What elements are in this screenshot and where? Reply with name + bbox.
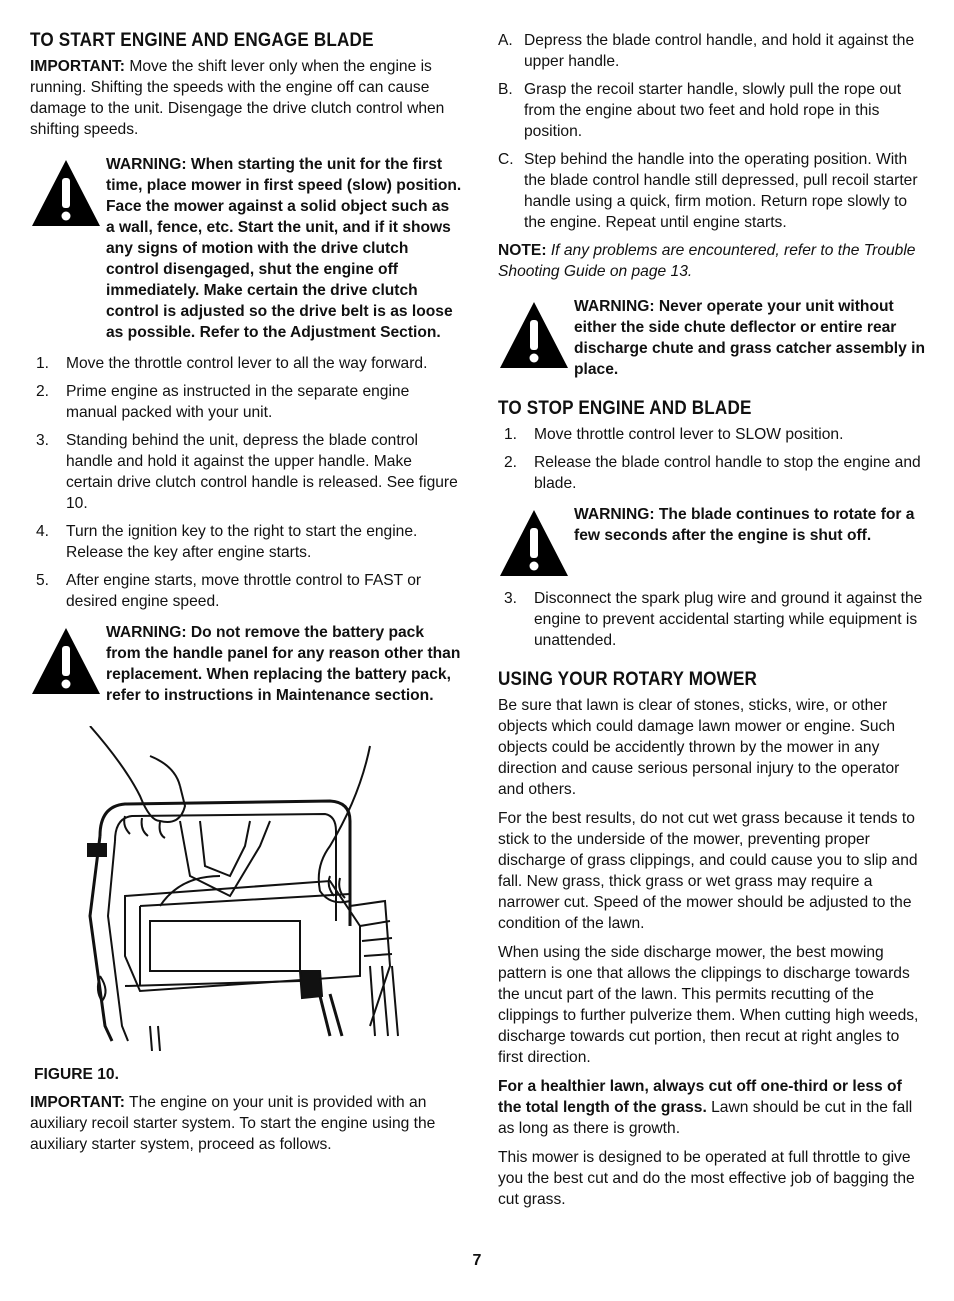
list-item <box>498 79 926 142</box>
step-number: 5. <box>36 572 50 589</box>
stop-engine-heading: TO STOP ENGINE AND BLADE <box>498 398 752 419</box>
step-letter: C. <box>498 151 514 168</box>
warning-battery <box>30 622 462 706</box>
list-item <box>498 588 926 651</box>
step-letter: B. <box>498 81 513 98</box>
list-item <box>498 424 926 445</box>
step-text: Release the blade control handle to stop the engine and blade. <box>534 454 921 492</box>
rotary-paragraph: When using the side discharge mower, the best mowing pattern is one that allows the clippings to discharge towards the uncut part of the lawn. This permits recutting of the clippings to further pulverize them. When cutting high weeds, discharge towards cut portion, then recut at right angles to first direction. <box>498 944 919 1066</box>
warning-chute <box>498 296 926 380</box>
rotary-mower-heading: USING YOUR ROTARY MOWER <box>498 669 758 690</box>
step-text: Move the throttle control lever to all the way forward. <box>66 355 428 372</box>
step-text: Standing behind the unit, depress the blade control handle and hold it against the upper handle. Make certain drive clutch control handle is released. See figure 10. <box>66 432 458 512</box>
right-column <box>498 30 926 1218</box>
stop-steps-list-cont <box>498 588 926 651</box>
warning-triangle-icon <box>30 626 102 696</box>
step-text: Grasp the recoil starter handle, slowly pull the rope out from the engine about two feet and hold rope in this position. <box>524 81 902 140</box>
warning-text: WARNING: Do not remove the battery pack from the handle panel for any reason other than replacement. When replacing the battery pack, refer to instructions in Maintenance section. <box>106 624 461 704</box>
list-item <box>30 353 462 374</box>
step-text: After engine starts, move throttle control to FAST or desired engine speed. <box>66 572 422 610</box>
step-text: Move throttle control lever to SLOW position. <box>534 426 844 443</box>
step-number: 4. <box>36 523 50 540</box>
list-item <box>498 149 926 233</box>
rotary-paragraph <box>498 1076 926 1139</box>
start-steps-list <box>30 353 462 612</box>
list-item <box>30 381 462 423</box>
step-text: Turn the ignition key to the right to start the engine. Release the key after engine starts. <box>66 523 418 561</box>
step-letter: A. <box>498 32 513 49</box>
figure-10-illustration <box>30 726 440 1051</box>
warning-text: WARNING: When starting the unit for the first time, place mower in first speed (slow) position. Face the mower against a solid object such as a wall, fence, etc. Start the unit, and if it shows any signs of motion with the drive clutch control disengaged, shut the engine off immediately. Make certain the drive clutch control is adjusted so the drive belt is as loose as possible. Refer to the Adjustment Section. <box>106 156 462 341</box>
start-engine-heading: TO START ENGINE AND ENGAGE BLADE <box>30 30 374 51</box>
page-number: 7 <box>472 1252 482 1269</box>
warning-triangle-icon <box>30 158 102 228</box>
step-text: Prime engine as instructed in the separate engine manual packed with your unit. <box>66 383 410 421</box>
note-text: If any problems are encountered, refer to the Trouble Shooting Guide on page 13. <box>498 242 916 280</box>
list-item <box>498 452 926 494</box>
list-item <box>498 30 926 72</box>
step-number: 2. <box>36 383 50 400</box>
step-number: 1. <box>504 426 518 443</box>
aux-starter-steps <box>498 30 926 233</box>
list-item <box>30 430 462 514</box>
figure-caption: FIGURE 10. <box>34 1066 119 1083</box>
warning-blade-rotate <box>498 504 926 578</box>
rotary-text: Lawn should be cut in the fall as long as there is growth. <box>498 1099 913 1137</box>
rotary-paragraph: This mower is designed to be operated at full throttle to give you the best cut and do the most effective job of bagging the cut grass. <box>498 1149 915 1208</box>
warning-text: WARNING: The blade continues to rotate for a few seconds after the engine is shut off. <box>574 506 915 544</box>
step-text: Depress the blade control handle, and hold it against the upper handle. <box>524 32 915 70</box>
note-troubleshooting <box>498 240 926 282</box>
important-label: IMPORTANT: <box>30 58 125 75</box>
important-text: The engine on your unit is provided with an auxiliary recoil starter system. To start the engine using the auxiliary starter system, proceed as follows. <box>30 1094 436 1153</box>
warning-text: WARNING: Never operate your unit without either the side chute deflector or entire rear discharge chute and grass catcher assembly in place. <box>574 298 926 378</box>
left-column <box>30 30 462 1163</box>
step-number: 1. <box>36 355 50 372</box>
rotary-paragraph: Be sure that lawn is clear of stones, sticks, wire, or other objects which could damage lawn mower or engine. Such objects could be accidently thrown by the mower in any direction and cause serious personal injury to the operator and others. <box>498 697 900 798</box>
warning-triangle-icon <box>498 508 570 578</box>
step-text: Step behind the handle into the operating position. With the blade control handle still depressed, pull recoil starter handle using a quick, firm motion. Return rope slowly to the engine. Repeat until engine starts. <box>524 151 918 231</box>
important-note-aux-starter <box>30 1092 462 1155</box>
list-item <box>30 521 462 563</box>
list-item <box>30 570 462 612</box>
rotary-paragraph: For the best results, do not cut wet grass because it tends to stick to the underside of the mower, preventing proper discharge of grass clippings, and could cause you to slip and fall. New grass, thick grass or wet grass may require a narrower cut. Speed of the mower should be adjusted to the condition of the lawn. <box>498 810 918 932</box>
important-text: Move the shift lever only when the engine is running. Shifting the speeds with the engine off can cause damage to the unit. Disengage the drive clutch control when shifting speeds. <box>30 58 445 138</box>
warning-triangle-icon <box>498 300 570 370</box>
note-label: NOTE: <box>498 242 547 259</box>
step-number: 3. <box>504 590 518 607</box>
stop-steps-list <box>498 424 926 494</box>
important-note-shift <box>30 56 462 140</box>
warning-first-start <box>30 154 462 343</box>
step-number: 2. <box>504 454 518 471</box>
important-label: IMPORTANT: <box>30 1094 125 1111</box>
step-text: Disconnect the spark plug wire and ground it against the engine to prevent accidental starting while equipment is unattended. <box>534 590 923 649</box>
rotary-bold-text: For a healthier lawn, always cut off one-third or less of the total length of the grass. <box>498 1078 902 1116</box>
step-number: 3. <box>36 432 50 449</box>
